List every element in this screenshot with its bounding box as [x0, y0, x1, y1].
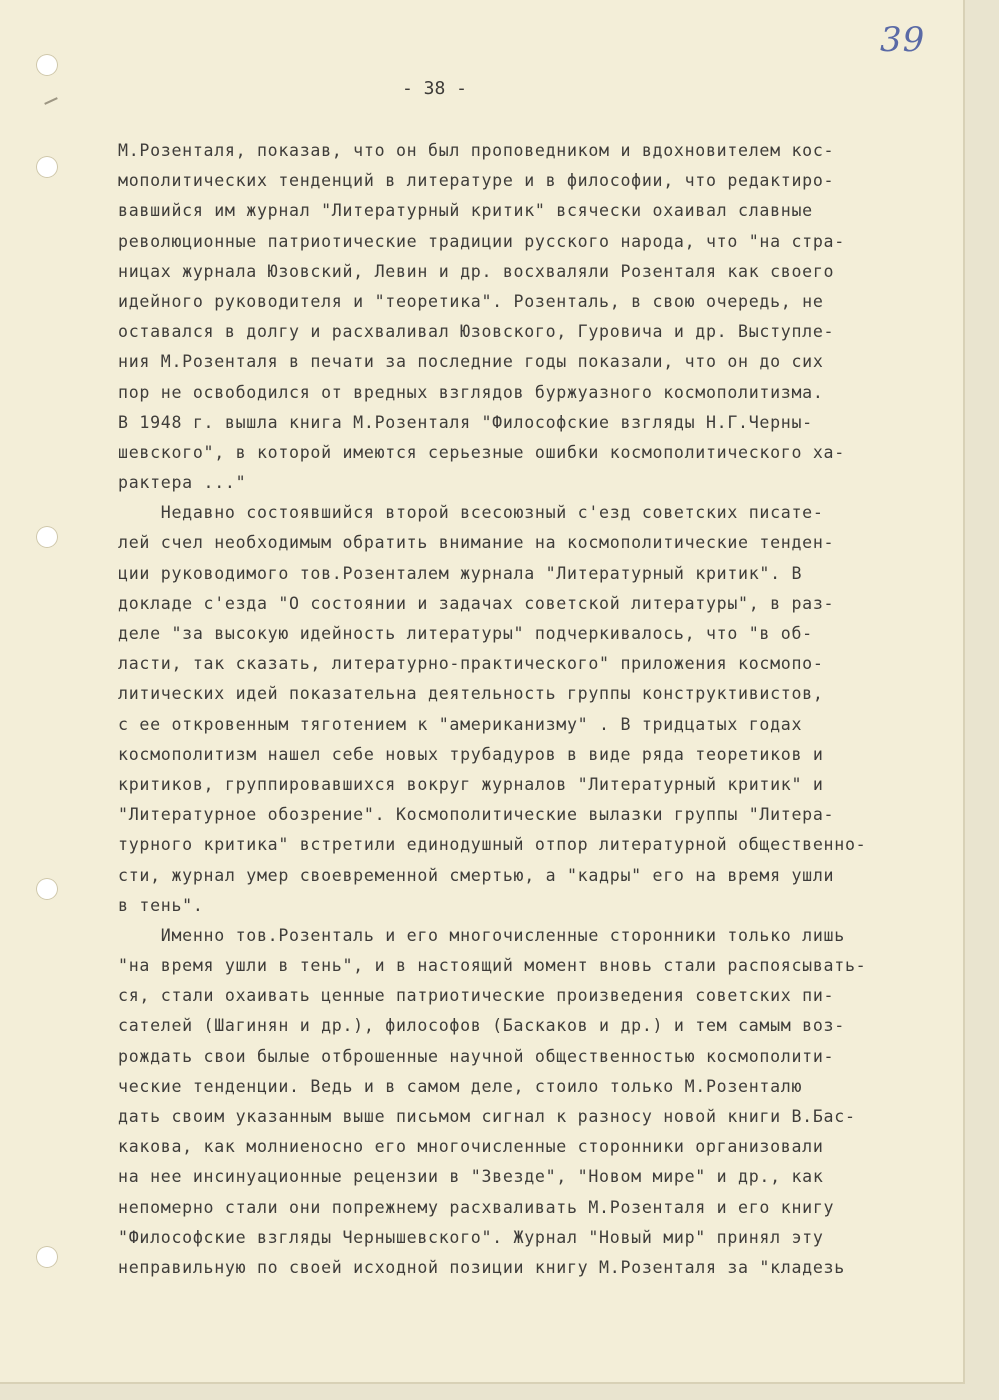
text-line: космополитизм нашел себе новых трубадуров в виде ряда теоретиков и — [118, 744, 824, 764]
text-line: вавшийся им журнал "Литературный критик" всячески охаивал славные — [118, 201, 813, 221]
text-line: "Философские взгляды Чернышевского". Журнал "Новый мир" принял эту — [118, 1227, 824, 1247]
text-line: докладе с'езда "О состоянии и задачах советской литературы", в раз- — [118, 593, 835, 613]
text-line: турного критика" встретили единодушный отпор литературной общественно- — [118, 835, 867, 855]
margin-mark — [44, 97, 58, 105]
punch-hole — [36, 878, 58, 900]
archive-page-number: 39 — [880, 20, 926, 60]
text-line: критиков, группировавшихся вокруг журналов "Литературный критик" и — [118, 774, 824, 794]
text-line: на нее инсинуационные рецензии в "Звезде", "Новом мире" и др., как — [118, 1167, 824, 1187]
text-line: ся, стали охаивать ценные патриотические произведения советских пи- — [118, 986, 835, 1006]
punch-hole — [36, 1246, 58, 1268]
text-line: М.Розенталя, показав, что он был проповедником и вдохновителем кос- — [118, 141, 835, 160]
text-line: в тень". — [118, 895, 204, 915]
text-line: пор не освободился от вредных взглядов буржуазного космополитизма. — [118, 382, 824, 402]
text-line: ческие тенденции. Ведь и в самом деле, стоило только М.Розенталю — [118, 1076, 803, 1096]
text-line: "на время ушли в тень", и в настоящий момент вновь стали распоясывать- — [118, 956, 867, 976]
text-line: ласти, так сказать, литературно-практического" приложения космопо- — [118, 654, 824, 674]
text-line: Именно тов.Розенталь и его многочисленные сторонники только лишь — [118, 925, 845, 945]
text-line: рождать свои былые отброшенные научной общественностью космополити- — [118, 1046, 835, 1066]
text-line: мополитических тенденций в литературе и в философии, что редактиро- — [118, 171, 835, 191]
text-line: революционные патриотические традиции русского народа, что "на стра- — [118, 231, 845, 251]
typed-page-number: - 38 - — [402, 78, 468, 99]
typewritten-text — [118, 136, 948, 1283]
punch-hole — [36, 156, 58, 178]
text-line: какова, как молниеносно его многочисленные сторонники организовали — [118, 1137, 824, 1157]
text-line: идейного руководителя и "теоретика". Розенталь, в свою очередь, не — [118, 291, 824, 311]
punch-hole — [36, 54, 58, 76]
text-line: деле "за высокую идейность литературы" подчеркивалось, что "в об- — [118, 624, 813, 643]
text-line: литических идей показательна деятельность группы конструктивистов, — [118, 684, 824, 704]
text-line: ния М.Розенталя в печати за последние годы показали, что он до сих — [118, 352, 824, 372]
text-line: сателей (Шагинян и др.), философов (Баскаков и др.) и тем самым воз- — [118, 1016, 845, 1036]
text-line: с ее откровенным тяготением к "американизму" . В тридцатых годах — [118, 714, 803, 734]
text-line: лей счел необходимым обратить внимание на космополитические тенден- — [118, 533, 835, 553]
text-line: "Литературное обозрение". Космополитические вылазки группы "Литера- — [118, 805, 835, 825]
text-line: рактера ..." — [118, 473, 247, 493]
text-line: сти, журнал умер своевременной смертью, а "кадры" его на время ушли — [118, 865, 835, 885]
text-line: шевского", в которой имеются серьезные ошибки космополитического ха- — [118, 442, 845, 462]
text-line: ницах журнала Юзовский, Левин и др. восхваляли Розенталя как своего — [118, 261, 835, 281]
text-line: Недавно состоявшийся второй всесоюзный с'езд советских писате- — [118, 503, 824, 523]
punch-hole — [36, 526, 58, 548]
text-line: ции руководимого тов.Розенталем журнала "Литературный критик". В — [118, 563, 803, 583]
text-line: непомерно стали они попрежнему расхваливать М.Розенталя и его книгу — [118, 1197, 835, 1217]
text-line: В 1948 г. вышла книга М.Розенталя "Философские взгляды Н.Г.Черны- — [118, 412, 813, 432]
text-line: неправильную по своей исходной позиции книгу М.Розенталя за "кладезь — [118, 1257, 845, 1277]
text-line: дать своим указанным выше письмом сигнал к разносу новой книги В.Бас- — [118, 1107, 856, 1126]
text-line: оставался в долгу и расхваливал Юзовского, Гуровича и др. Выступле- — [118, 322, 835, 342]
